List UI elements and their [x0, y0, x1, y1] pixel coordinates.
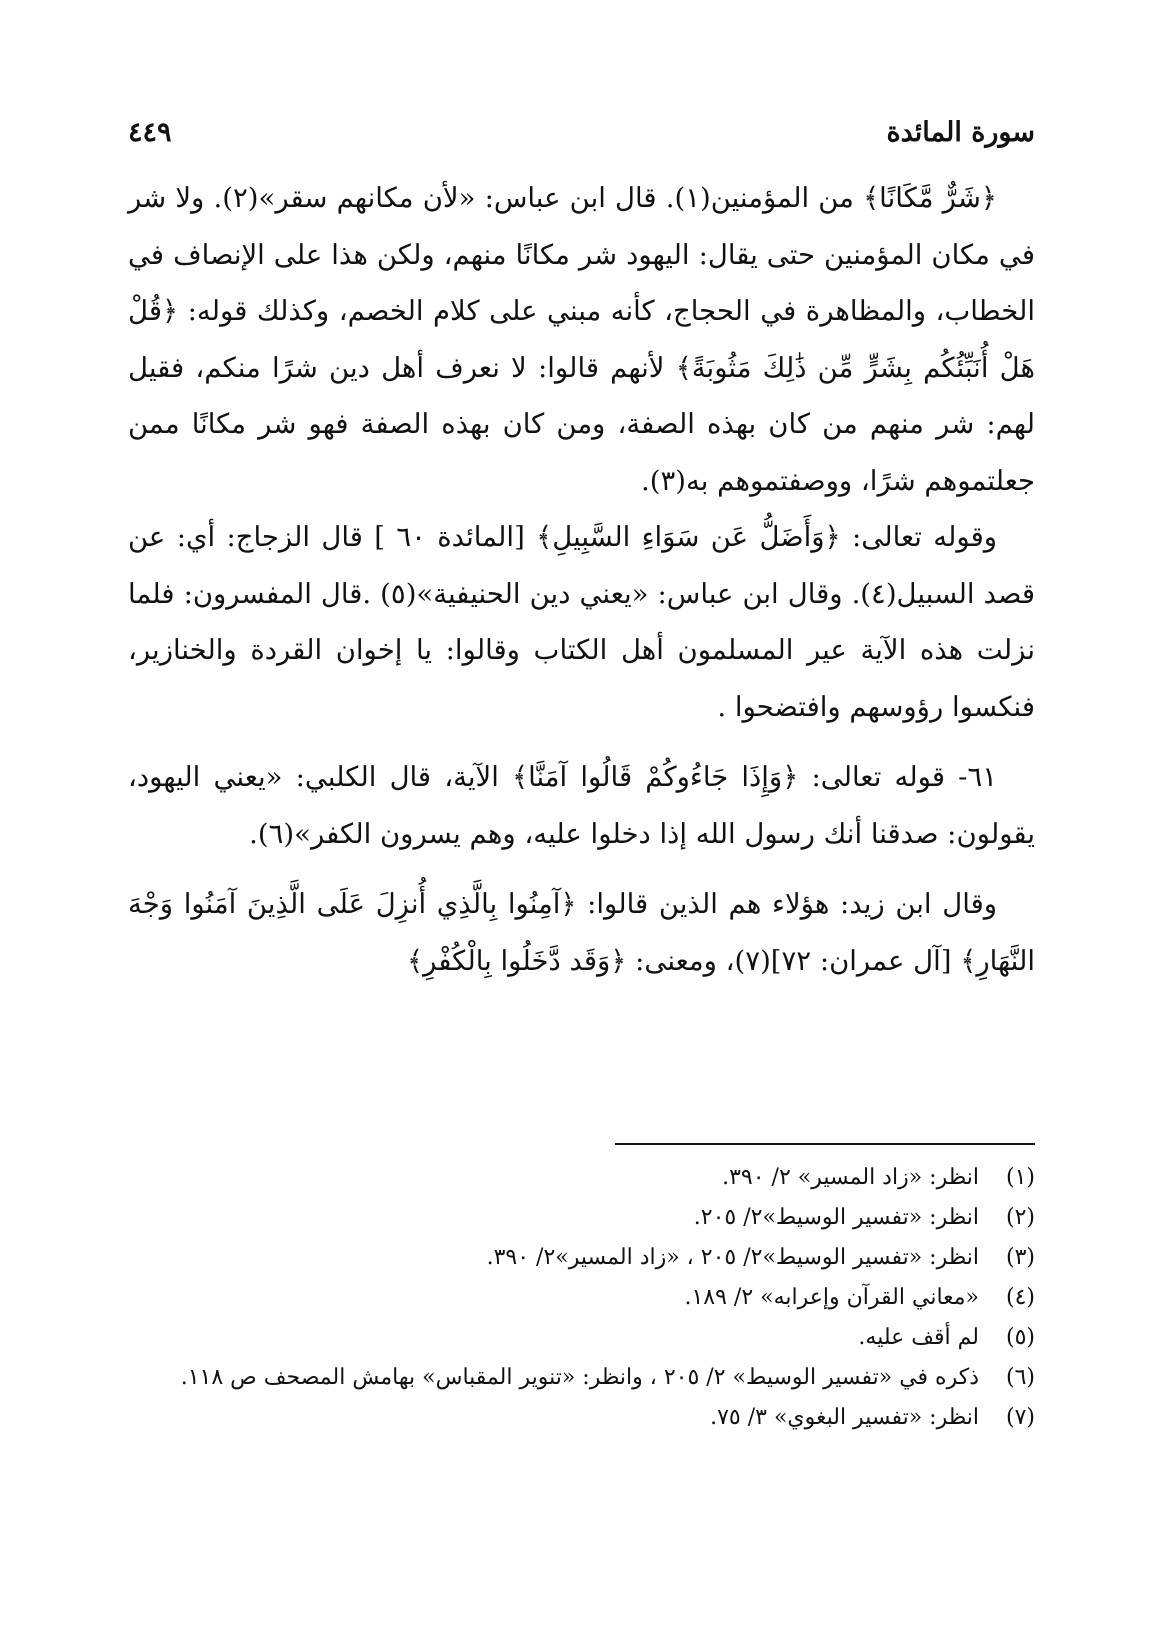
footnote: [128, 1238, 1035, 1278]
paragraph: ﴿شَرٌّ مَّكَانًا﴾ من المؤمنين(١). قال ابن عباس: «لأن مكانهم سقر»(٢). ولا شر في مكان المؤمنين حتى يقال: اليهود شر مكانًا منهم، ولكن هذا على الإنصاف في الخطاب، والمظاهرة في الحجاج، كأنه مبني على كلام الخصم، وكذلك قوله: ﴿قُلْ هَلْ أُنَبِّئُكُم بِشَرٍّ مِّن ذَٰلِكَ مَثُوبَةً﴾ لأنهم قالوا: لا نعرف أهل دين شرًا منكم، فقيل لهم: شر منهم من كان بهذه الصفة، ومن كان بهذه الصفة فهو شر مكانًا ممن جعلتموهم شرًا، ووصفتموهم به(٣).: [128, 182, 1035, 497]
paragraph: وقوله تعالى: ﴿وَأَضَلُّ عَن سَوَاءِ السَّبِيلِ﴾ [المائدة ٦٠ ] قال الزجاج: أي: عن قصد السبيل(٤). وقال ابن عباس: «يعني دين الحنيفية»(٥) .قال المفسرون: فلما نزلت هذه الآية عير المسلمون أهل الكتاب وقالوا: يا إخوان القردة والخنازير، فنكسوا رؤوسهم وافتضحوا .: [128, 521, 1036, 723]
footnote-number: (٣): [1005, 1245, 1035, 1270]
footnote: [128, 1398, 1035, 1438]
footnote: [128, 1318, 1035, 1358]
footnote-text: انظر: «تفسير الوسيط»٢/ ٢٠٥.: [693, 1205, 979, 1230]
footnote-text: انظر: «زاد المسير» ٢/ ٣٩٠.: [722, 1165, 979, 1190]
footnote-number: (٤): [1005, 1285, 1035, 1310]
footnote-text: لم أقف عليه.: [858, 1325, 979, 1350]
running-title: سورة المائدة: [886, 116, 1035, 148]
footnote: [128, 1278, 1035, 1318]
footnote-text: ذكره في «تفسير الوسيط» ٢/ ٢٠٥ ، وانظر: «تنوير المقباس» بهامش المصحف ص ١١٨.: [180, 1365, 979, 1390]
page-number: ٤٤٩: [128, 116, 172, 148]
footnote-number: (٥): [1005, 1325, 1035, 1350]
paragraph: وقال ابن زيد: هؤلاء هم الذين قالوا: ﴿آمِنُوا بِالَّذِي أُنزِلَ عَلَى الَّذِينَ آمَنُوا وَجْهَ النَّهَارِ﴾ [آل عمران: ٧٢](٧)، ومعنى: ﴿وَقَد دَّخَلُوا بِالْكُفْرِ﴾: [128, 888, 1035, 977]
footnote: [128, 1198, 1035, 1238]
page-header: [128, 110, 1035, 154]
footnote: [128, 1358, 1035, 1398]
footnote-number: (٢): [1005, 1205, 1035, 1230]
footnote: [128, 1158, 1035, 1198]
footnote-text: «معاني القرآن وإعرابه» ٢/ ١٨٩.: [684, 1285, 979, 1310]
main-text: [128, 170, 1035, 989]
footnote-number: (١): [1005, 1165, 1035, 1190]
paragraph: ٦١- قوله تعالى: ﴿وَإِذَا جَاءُوكُمْ قَالُوا آمَنَّا﴾ الآية، قال الكلبي: «يعني اليهود، يقولون: صدقنا أنك رسول الله إذا دخلوا عليه، وهم يسرون الكفر»(٦).: [128, 761, 1035, 850]
footnote-separator: [615, 1143, 1035, 1145]
footnote-number: (٧): [1005, 1405, 1035, 1430]
footnote-text: انظر: «تفسير الوسيط»٢/ ٢٠٥ ، «زاد المسير»٢/ ٣٩٠.: [486, 1245, 979, 1270]
footnote-text: انظر: «تفسير البغوي» ٣/ ٧٥.: [710, 1405, 979, 1430]
footnote-number: (٦): [1005, 1365, 1035, 1390]
footnotes: [128, 1158, 1035, 1438]
